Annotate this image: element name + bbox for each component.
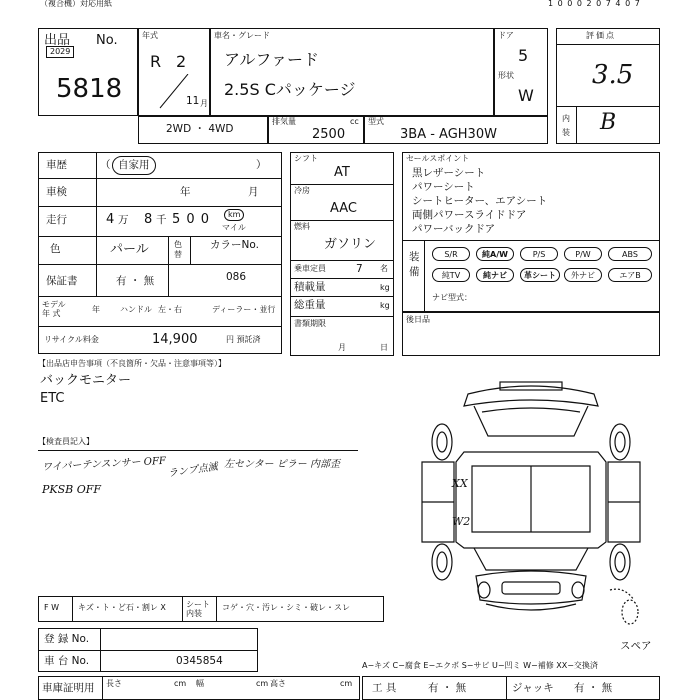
row-divider-2 (38, 206, 282, 207)
capacity-unit: 名 (380, 264, 388, 273)
weight-unit: kg (380, 301, 390, 310)
equip-chip-1: S/R (432, 247, 470, 261)
fw-divider-1 (72, 596, 73, 622)
year-label: 年式 (142, 31, 158, 40)
registration-label: 登 録 No. (44, 633, 90, 645)
tools-box (362, 676, 660, 700)
diagram-mark-1: XX (452, 477, 468, 490)
spare-label: スペア (620, 640, 652, 652)
navi-type-label: ナビ型式： (432, 293, 472, 302)
year-era: R (150, 52, 162, 71)
interior-vdivider (576, 106, 577, 144)
header-top-line: （複合機）対応用紙 (40, 0, 112, 8)
mileage-rest: 5 0 0 (172, 212, 211, 227)
equipment-divider (402, 240, 660, 241)
equipment-vdivider (424, 240, 425, 312)
row-divider-5 (38, 296, 282, 297)
mileage-unit-mile: マイル (222, 223, 246, 232)
color-change-label: 色替 (174, 240, 182, 259)
ac-value: AAC (330, 201, 357, 216)
dealer-label: ディーラー・並行 (212, 305, 276, 314)
warranty-value: 有 ・ 無 (116, 275, 155, 287)
lot-number: 5818 (56, 74, 123, 104)
document-day: 日 (380, 343, 388, 352)
tool-label: 工 具 (372, 682, 397, 694)
registration-divider (38, 650, 258, 651)
cert-cm-1: cm (174, 679, 187, 688)
jack-label: ジャッキ (512, 682, 554, 694)
interior-divider (556, 106, 660, 107)
displacement-label: 排気量 (272, 117, 296, 126)
name-box (210, 28, 494, 116)
chassis-value: 0345854 (176, 655, 223, 667)
history-paren-open: （ (100, 159, 111, 171)
sales-point-5: パワーバックドア (412, 223, 496, 235)
year-month: 11 (186, 95, 200, 107)
lot-exhibit-label: 出品 (44, 33, 71, 48)
interior-label: 内装 (562, 114, 570, 137)
row-divider-3 (38, 236, 282, 237)
spec-divider-6 (290, 316, 394, 317)
shift-label: シフト (294, 154, 318, 163)
lot-no-label: No. (96, 33, 118, 48)
cert-divider (102, 676, 103, 700)
history-value: 自家用 (112, 156, 156, 175)
color-label: 色 (50, 243, 61, 255)
sales-point-3: シートヒーター、エアシート (412, 195, 548, 207)
fw-divider-3 (216, 596, 217, 622)
handle-value: 左・右 (158, 305, 182, 314)
fw-divider-2 (182, 596, 183, 622)
color-no-label: カラーNo. (210, 239, 259, 251)
recycle-unit: 円 預託済 (226, 335, 261, 344)
car-name: アルファード (224, 50, 320, 69)
sales-points-label: セールスポイント (406, 154, 470, 163)
model-year-unit: 年 (92, 305, 100, 314)
weight-label: 総重量 (294, 299, 326, 311)
handle-label: ハンドル (120, 305, 152, 314)
equip-chip-8: 革シート (520, 268, 560, 282)
sales-point-4: 両側パワースライドドア (412, 209, 527, 221)
mileage-unit-km: km (224, 209, 244, 221)
recycle-value: 14,900 (152, 332, 198, 347)
header-top-digits: 1 0 0 0 2 0 7 4 0 7 (548, 0, 641, 8)
row-divider-1 (38, 178, 282, 179)
inspection-month-unit: 月 (248, 186, 259, 198)
spec-divider-3 (290, 260, 394, 261)
color-no: 086 (226, 271, 247, 283)
spec-divider-1 (290, 184, 394, 185)
model-value: 3BA - AGH30W (400, 127, 497, 142)
warranty-label: 保証書 (46, 275, 78, 287)
score-divider (556, 44, 660, 45)
spec-divider-5 (290, 296, 394, 297)
fw-items: キズ・ト・ど石・割レ X (78, 603, 166, 612)
fuel-value: ガソリン (324, 237, 377, 252)
inspector-note-4: 左センター ピラー 内部歪 (224, 459, 340, 470)
inspector-label: 【検査員記入】 (38, 437, 94, 446)
equip-chip-2: 純A/W (476, 247, 514, 261)
fw-label: F W (44, 603, 60, 612)
load-label: 積載量 (294, 281, 326, 293)
after-items-box (402, 312, 660, 356)
spec-divider-2 (290, 220, 394, 221)
shape-label: 形状 (498, 71, 514, 80)
car-grade: 2.5S Cパッケージ (224, 80, 356, 99)
equip-chip-6: 純TV (432, 268, 470, 282)
inspection-label: 車検 (46, 186, 67, 198)
history-paren-close: ） (256, 159, 267, 171)
seat-items: コゲ・穴・汚レ・シミ・破レ・スレ (222, 603, 350, 612)
sales-point-2: パワーシート (412, 181, 475, 193)
jack-value: 有 ・ 無 (574, 682, 613, 694)
cert-long: 長さ (106, 679, 122, 688)
mileage-label: 走行 (46, 214, 67, 226)
displacement-value: 2500 (312, 127, 346, 142)
model-year-label: モデル 年 式 (42, 300, 66, 318)
name-label: 車名・グレード (214, 31, 270, 40)
spec-divider-4 (290, 278, 394, 279)
exhibitor-remarks-label: 【出品店申告事項（不良箇所・欠品・注意事項等）】 (38, 359, 226, 368)
mileage-man: 万 (118, 214, 129, 226)
equip-chip-5: ABS (608, 247, 652, 261)
drive-value: 2WD ・ 4WD (166, 123, 234, 135)
lot-stamp: 2029 (46, 46, 74, 58)
displacement-unit: cc (350, 117, 359, 126)
color-value: パール (110, 242, 149, 257)
shape-value: W (518, 86, 534, 105)
year-month-unit: 月 (200, 99, 208, 108)
score-label: 評価点 (586, 31, 616, 40)
model-label: 型式 (368, 117, 384, 126)
inspector-note-2: PKSB OFF (42, 483, 102, 496)
load-unit: kg (380, 283, 390, 292)
equip-chip-3: P/S (520, 247, 558, 261)
color-divider-2 (190, 236, 191, 264)
equip-chip-7: 純ナビ (476, 268, 514, 282)
door-value: 5 (518, 46, 529, 65)
row-divider-4 (38, 264, 282, 265)
equip-chip-4: P/W (564, 247, 602, 261)
inspector-note-1: ワイパーテンスンサー OFF (41, 455, 167, 474)
tools-divider (506, 676, 507, 700)
tool-value: 有 ・ 無 (428, 682, 467, 694)
inspector-note-3: ランプ点滅 (167, 461, 219, 480)
exhibitor-line-2: ETC (40, 391, 65, 406)
document-month: 月 (338, 343, 346, 352)
registration-vdivider (100, 628, 101, 672)
mileage-sen: 千 (156, 214, 167, 226)
inspector-divider (38, 450, 358, 451)
mileage-thousands: 8 (144, 212, 153, 227)
row-divider-6 (38, 326, 282, 327)
cert-width: 幅 (196, 679, 204, 688)
mileage-prefix: 4 (106, 212, 115, 227)
cert-cm-3: cm (340, 679, 353, 688)
capacity-label: 乗車定員 (294, 264, 326, 273)
chassis-label: 車 台 No. (44, 655, 90, 667)
seat-label: シート内装 (186, 600, 210, 618)
damage-legend: A−キズ C−腐食 E−エクボ S−サビ U−凹ミ W−補修 XX−交換済 (362, 661, 598, 670)
equip-chip-10: エアB (608, 268, 652, 282)
score-value: 3.5 (592, 60, 634, 90)
diagram-mark-2: W2 (452, 515, 471, 528)
label-column-divider (96, 152, 97, 296)
sales-point-1: 黒レザーシート (412, 167, 486, 179)
history-label: 車歴 (46, 159, 67, 171)
equip-chip-9: 外ナビ (564, 268, 602, 282)
capacity-value: 7 (356, 263, 363, 275)
door-label: ドア (498, 31, 514, 40)
cert-height: 高さ (270, 679, 286, 688)
ac-label: 冷房 (294, 186, 310, 195)
vehicle-table (38, 152, 282, 354)
exhibitor-line-1: バックモニター (40, 373, 132, 388)
garage-cert-label: 車庫証明用 (42, 682, 95, 694)
fuel-label: 燃料 (294, 222, 310, 231)
inspection-year-unit: 年 (180, 186, 191, 198)
year-value: 2 (176, 52, 187, 71)
after-items-label: 後日品 (406, 315, 430, 324)
shift-value: AT (334, 165, 350, 180)
color-divider (168, 236, 169, 296)
recycle-label: リサイクル料金 (44, 335, 99, 344)
year-slash (150, 74, 190, 110)
equipment-label: 装備 (409, 251, 420, 278)
cert-cm-2: cm (256, 679, 269, 688)
car-damage-diagram (402, 376, 660, 632)
interior-grade: B (600, 110, 617, 135)
document-label: 書類期限 (294, 319, 326, 328)
